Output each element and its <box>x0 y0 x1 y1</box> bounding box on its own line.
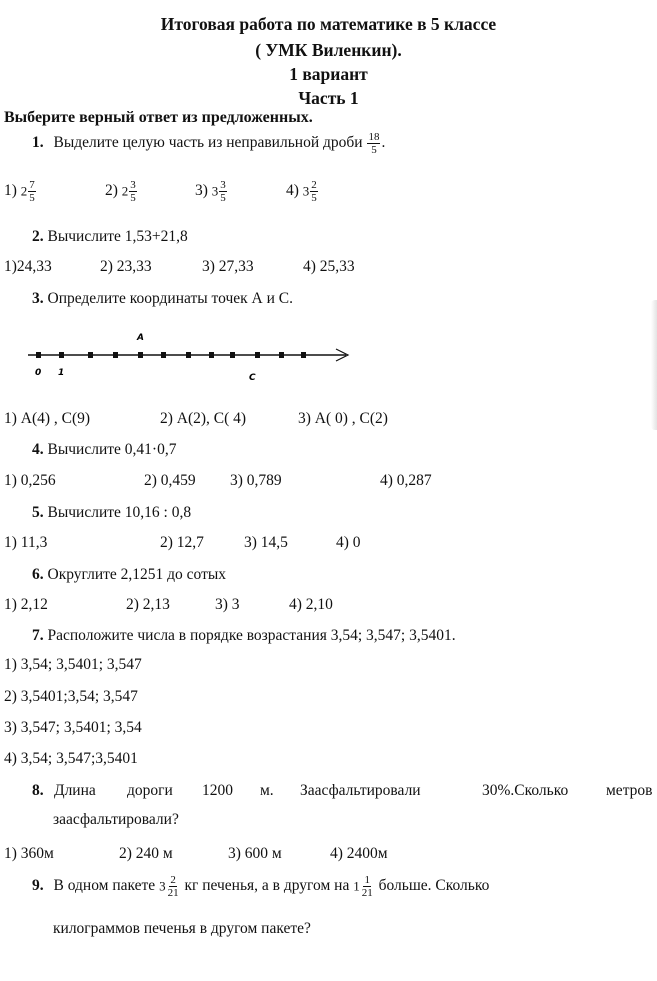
denominator: 21 <box>167 887 179 899</box>
q4-option-1[interactable]: 1) 0,256 <box>4 472 56 489</box>
q8-word: 1200 <box>202 782 233 799</box>
question-text: Выделите целую часть из неправильной дроби <box>53 134 363 152</box>
q1-option-3[interactable] <box>195 179 228 204</box>
option-label: 1) <box>4 182 17 200</box>
part-label: Часть 1 <box>298 88 359 108</box>
fraction <box>167 874 180 899</box>
denominator: 5 <box>311 192 317 204</box>
q3-option-3[interactable]: 3) А( 0) , С(2) <box>298 410 388 427</box>
question-8 <box>32 782 657 800</box>
numerator: 1 <box>364 874 370 886</box>
question-7 <box>32 627 456 645</box>
question-number: 1. <box>32 134 44 152</box>
numerator: 2 <box>170 874 176 886</box>
q8-option-3[interactable]: 3) 600 м <box>228 845 282 862</box>
fraction <box>219 179 227 204</box>
question-text: Округлите 2,1251 до сотых <box>47 566 227 583</box>
question-number: 4. <box>32 441 44 458</box>
mixed-whole: 1 <box>353 878 360 894</box>
q7-option-2[interactable]: 2) 3,5401;3,54; 3,547 <box>4 688 138 705</box>
question-9 <box>32 874 489 899</box>
question-text: Вычислите 0,41·0,7 <box>47 441 177 458</box>
question-number: 5. <box>32 504 44 521</box>
q6-option-3[interactable]: 3) 3 <box>215 596 240 613</box>
q8-word: м. <box>260 782 274 799</box>
question-2 <box>32 228 188 246</box>
fraction <box>361 874 374 899</box>
q3-option-2[interactable]: 2) А(2), С( 4) <box>160 410 247 427</box>
question-number: 8. <box>32 782 44 799</box>
question-1 <box>32 131 385 156</box>
point-a-label: A <box>137 333 144 343</box>
q2-option-2[interactable]: 2) 23,33 <box>100 258 152 275</box>
denominator: 5 <box>220 192 226 204</box>
q4-option-3[interactable]: 3) 0,789 <box>230 472 282 489</box>
q5-option-2[interactable]: 2) 12,7 <box>160 534 204 551</box>
question-text: Расположите числа в порядке возрастания 3,54; 3,547; 3,5401. <box>47 627 456 644</box>
document-subtitle: ( УМК Виленкин). <box>255 40 402 60</box>
fraction <box>367 131 380 156</box>
page-edge-shadow <box>651 300 657 430</box>
question-text: В одном пакете <box>53 877 156 895</box>
mixed-whole: 3 <box>302 183 310 199</box>
q1-option-2[interactable] <box>105 179 138 204</box>
denominator: 5 <box>29 192 35 204</box>
q6-option-2[interactable]: 2) 2,13 <box>126 596 170 613</box>
question-number: 9. <box>32 877 44 895</box>
q2-option-1[interactable]: 1)24,33 <box>4 258 52 275</box>
q8-option-2[interactable]: 2) 240 м <box>119 845 173 862</box>
question-9-continued: килограммов печенья в другом пакете? <box>53 920 311 937</box>
q5-option-1[interactable]: 1) 11,3 <box>4 534 48 551</box>
question-text: Вычислите 1,53+21,8 <box>47 228 188 245</box>
question-number: 7. <box>32 627 44 644</box>
q7-option-4[interactable]: 4) 3,54; 3,547;3,5401 <box>4 750 138 767</box>
instruction: Выберите верный ответ из предложенных. <box>4 109 313 126</box>
q8-option-1[interactable]: 1) 360м <box>4 845 54 862</box>
fraction <box>28 179 36 204</box>
denominator: 5 <box>371 144 377 156</box>
question-text: Определите координаты точек А и С. <box>47 290 293 307</box>
question-text: кг печенья, а в другом на <box>184 877 350 895</box>
question-number: 6. <box>32 566 44 583</box>
q6-option-1[interactable]: 1) 2,12 <box>4 596 48 613</box>
q1-option-4[interactable] <box>286 179 319 204</box>
point-c-label: C <box>249 373 256 383</box>
fraction <box>310 179 318 204</box>
document-title: Итоговая работа по математике в 5 классе <box>160 14 497 34</box>
q8-word: метров <box>606 782 653 799</box>
q5-option-4[interactable]: 4) 0 <box>336 534 361 551</box>
punctuation: . <box>381 134 386 152</box>
mixed-whole: 3 <box>159 878 166 894</box>
q5-option-3[interactable]: 3) 14,5 <box>244 534 288 551</box>
q8-word: Длина <box>54 782 96 799</box>
question-8-continued: заасфальтировали? <box>53 811 179 828</box>
question-6 <box>32 566 226 584</box>
q3-option-1[interactable]: 1) А(4) , С(9) <box>4 410 91 427</box>
question-5 <box>32 504 191 522</box>
question-text: Вычислите 10,16 : 0,8 <box>47 504 192 521</box>
question-number: 2. <box>32 228 44 245</box>
q8-option-4[interactable]: 4) 2400м <box>330 845 388 862</box>
option-label: 3) <box>195 182 208 200</box>
q1-option-1[interactable] <box>4 179 37 204</box>
numerator: 2 <box>311 179 317 191</box>
denominator: 5 <box>130 192 136 204</box>
mixed-whole: 3 <box>211 183 219 199</box>
question-3 <box>32 290 293 308</box>
option-label: 4) <box>286 182 299 200</box>
mixed-whole: 2 <box>121 183 129 199</box>
question-number: 3. <box>32 290 44 307</box>
q8-word: 30%.Сколько <box>482 782 569 799</box>
fraction <box>129 179 137 204</box>
question-4 <box>32 441 176 459</box>
q7-option-3[interactable]: 3) 3,547; 3,5401; 3,54 <box>4 719 142 736</box>
one-label: 1 <box>58 368 65 378</box>
variant-label: 1 вариант <box>289 64 368 84</box>
mixed-whole: 2 <box>20 183 28 199</box>
zero-label: 0 <box>35 368 42 378</box>
option-label: 2) <box>105 182 118 200</box>
q4-option-4[interactable]: 4) 0,287 <box>380 472 432 489</box>
q8-word: дороги <box>127 782 173 799</box>
q8-word: Заасфальтировали <box>300 782 421 799</box>
denominator: 21 <box>361 887 373 899</box>
question-text: больше. Сколько <box>378 877 490 895</box>
q6-option-4[interactable]: 4) 2,10 <box>289 596 333 613</box>
numerator: 3 <box>130 179 136 191</box>
q7-option-1[interactable]: 1) 3,54; 3,5401; 3,547 <box>4 656 142 673</box>
numerator: 7 <box>29 179 35 191</box>
numerator: 18 <box>368 131 380 143</box>
number-line <box>26 325 366 385</box>
q4-option-2[interactable]: 2) 0,459 <box>144 472 196 489</box>
q2-option-3[interactable]: 3) 27,33 <box>202 258 254 275</box>
numerator: 3 <box>220 179 226 191</box>
q2-option-4[interactable]: 4) 25,33 <box>303 258 355 275</box>
